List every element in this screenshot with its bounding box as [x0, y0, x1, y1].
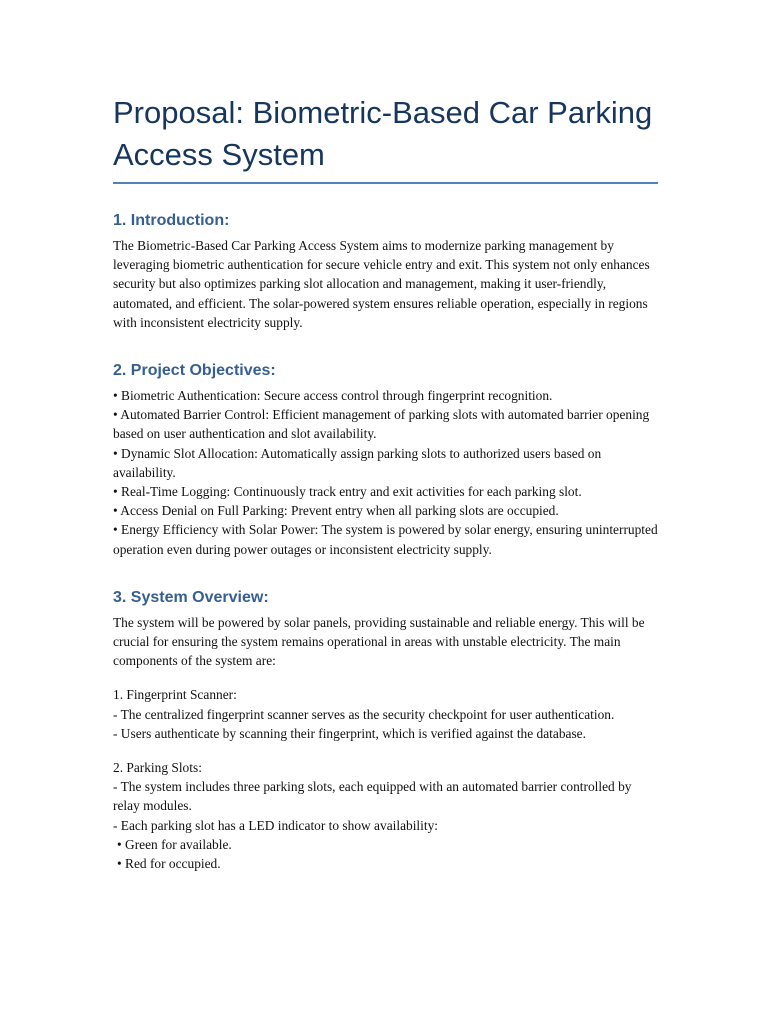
objective-item: • Automated Barrier Control: Efficient management of parking slots with automated barrier opening based on user authentication and slot availability. [113, 407, 650, 442]
fingerprint-line: - The centralized fingerprint scanner serves as the security checkpoint for user authentication. [113, 706, 615, 722]
slots-line: - Each parking slot has a LED indicator to show availability: [113, 817, 439, 833]
slots-line: - The system includes three parking slots, each equipped with an automated barrier controlled by relay modules. [113, 779, 632, 814]
introduction-heading: 1. Introduction: [113, 212, 230, 229]
section-objectives [113, 360, 658, 559]
objective-item: • Energy Efficiency with Solar Power: The system is powered by solar energy, ensuring uninterrupted operation even during power outages or inconsistent electricity supply. [113, 522, 658, 557]
component-fingerprint-scanner [113, 685, 658, 743]
overview-heading: 3. System Overview: [113, 588, 269, 606]
introduction-body: The Biometric-Based Car Parking Access System aims to modernize parking management by leveraging biometric authentication for secure vehicle entry and exit. This system not only enhances security but also optimizes parking slot allocation and management, making it user-friendly, automated, and efficient. The solar-powered system ensures reliable operation, especially in regions with inconsistent electricity supply. [113, 238, 650, 330]
objective-item: • Access Denial on Full Parking: Prevent entry when all parking slots are occupied. [113, 503, 559, 519]
component-parking-slots [113, 758, 658, 873]
objective-item: • Biometric Authentication: Secure access control through fingerprint recognition. [113, 388, 553, 404]
slots-title: 2. Parking Slots: [113, 760, 202, 776]
overview-intro: The system will be powered by solar panels, providing sustainable and reliable energy. This will be crucial for ensuring the system remains operational in areas with unstable electricity. The main components of the system are: [113, 614, 645, 669]
section-system-overview [113, 587, 658, 873]
document-page [113, 92, 658, 873]
objectives-heading: 2. Project Objectives: [113, 362, 276, 380]
fingerprint-title: 1. Fingerprint Scanner: [113, 687, 237, 703]
section-introduction [113, 210, 658, 332]
objective-item: • Dynamic Slot Allocation: Automatically assign parking slots to authorized users based on availability. [113, 445, 602, 480]
led-red-item: • Red for occupied. [117, 856, 221, 872]
led-green-item: • Green for available. [117, 836, 232, 852]
document-title: Proposal: Biometric-Based Car Parking Access System [113, 92, 658, 184]
fingerprint-line: - Users authenticate by scanning their fingerprint, which is verified against the database. [113, 725, 586, 741]
objective-item: • Real-Time Logging: Continuously track entry and exit activities for each parking slot. [113, 484, 582, 500]
